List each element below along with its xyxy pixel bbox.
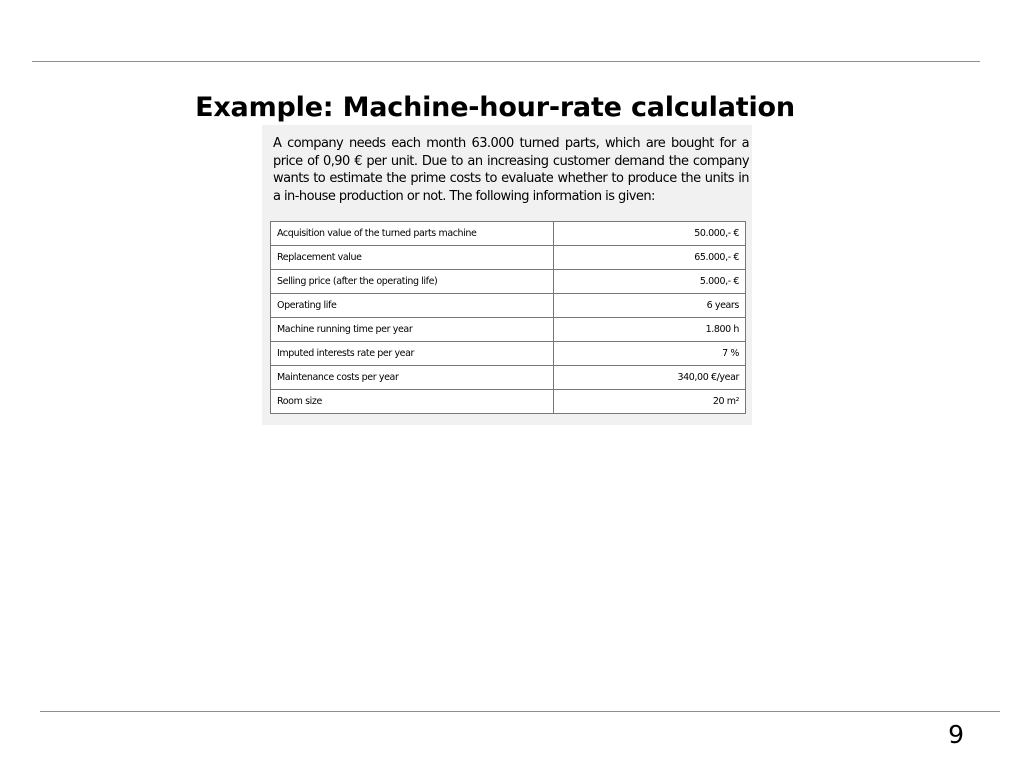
page-number: 9 <box>948 720 964 749</box>
table-row <box>271 390 746 414</box>
intro-paragraph: A company needs each month 63.000 turned parts, which are bought for a price of 0,90 € per unit. Due to an increasing customer demand the company wants to estimate the prime costs to evaluate whether to produce the units in a in-house production or not. The following information is given: <box>273 136 749 204</box>
slide-title: Example: Machine-hour-rate calculation <box>195 92 795 124</box>
table-row <box>271 270 746 294</box>
row-value: 5.000,- € <box>554 270 746 294</box>
row-value: 340,00 €/year <box>554 366 746 390</box>
row-value: 7 % <box>554 342 746 366</box>
row-value: 50.000,- € <box>554 222 746 246</box>
row-value: 65.000,- € <box>554 246 746 270</box>
table-row <box>271 342 746 366</box>
row-label: Maintenance costs per year <box>271 366 554 390</box>
row-label: Operating life <box>271 294 554 318</box>
table-row <box>271 318 746 342</box>
table-row <box>271 222 746 246</box>
row-value: 1.800 h <box>554 318 746 342</box>
top-divider <box>32 61 980 62</box>
row-label: Machine running time per year <box>271 318 554 342</box>
example-panel <box>262 125 752 425</box>
row-label: Room size <box>271 390 554 414</box>
row-value: 20 m² <box>554 390 746 414</box>
table-row <box>271 246 746 270</box>
table-row <box>271 294 746 318</box>
bottom-divider <box>40 711 1000 712</box>
row-label: Selling price (after the operating life) <box>271 270 554 294</box>
table-row <box>271 366 746 390</box>
information-table <box>270 221 746 414</box>
row-label: Acquisition value of the turned parts machine <box>271 222 554 246</box>
row-value: 6 years <box>554 294 746 318</box>
row-label: Replacement value <box>271 246 554 270</box>
row-label: Imputed interests rate per year <box>271 342 554 366</box>
